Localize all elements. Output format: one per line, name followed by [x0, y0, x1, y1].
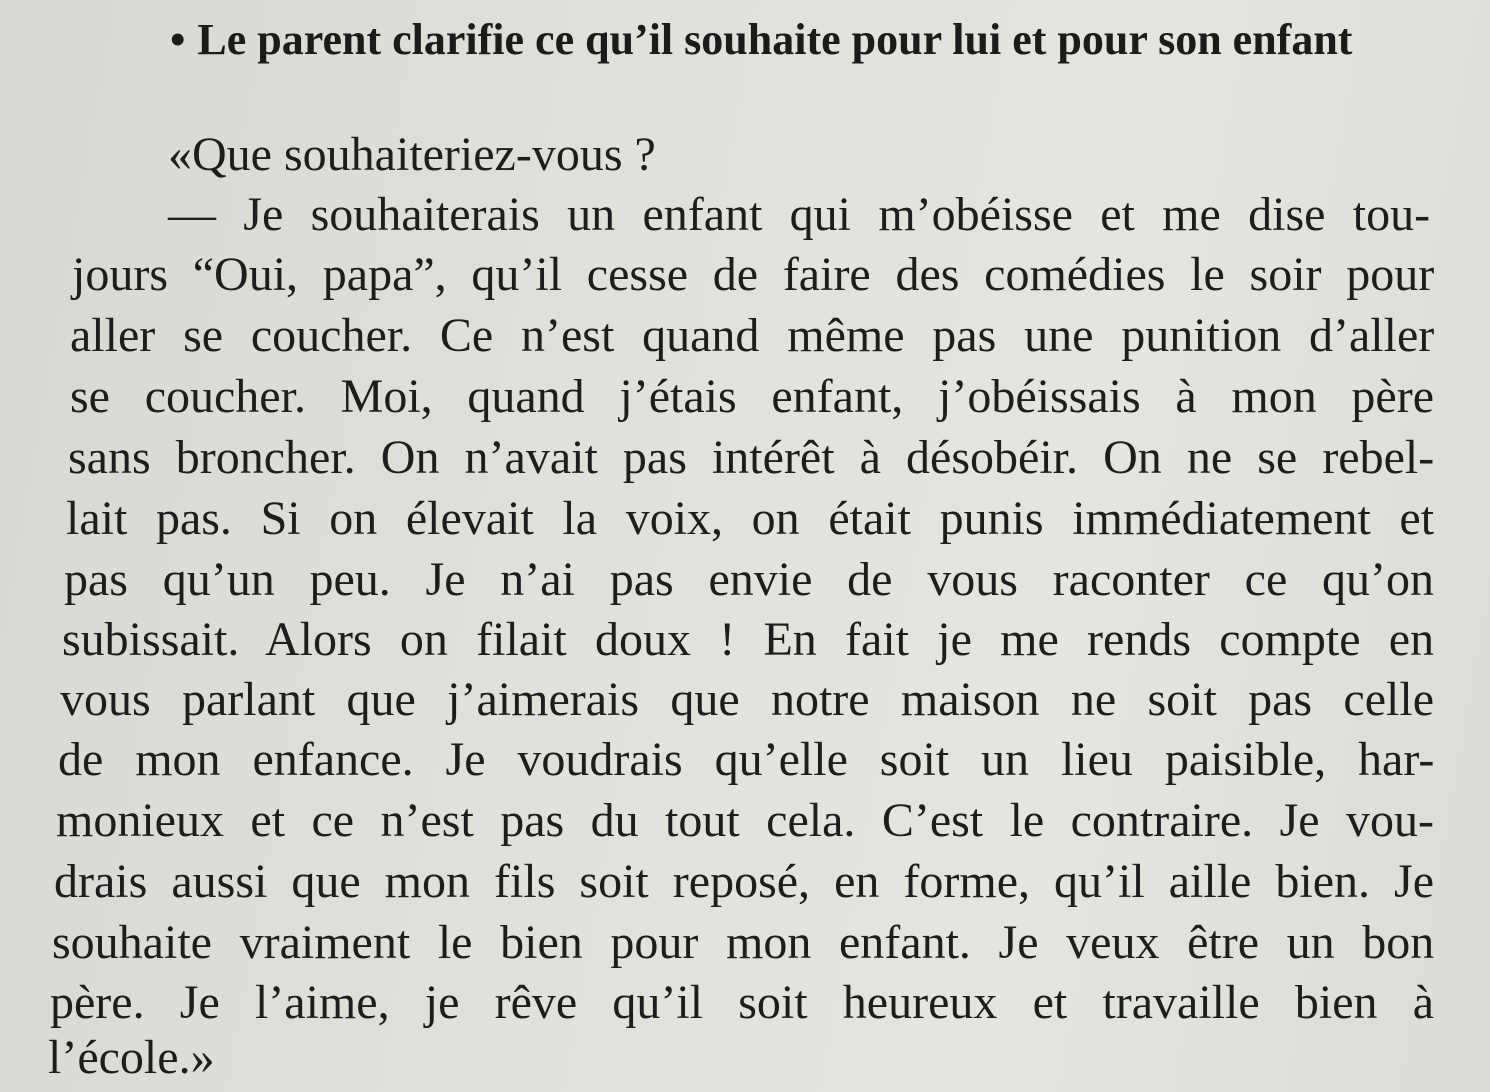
section-heading: [170, 10, 1435, 70]
section-heading-text: Le parent clarifie ce qu’il souhaite pour lui et pour son enfant: [197, 15, 1353, 64]
text-line: drais aussi que mon fils soit reposé, en forme, qu’il aille bien. Je: [54, 855, 1434, 908]
text-line: monieux et ce n’est pas du tout cela. C’est le contraire. Je vou-: [56, 794, 1434, 847]
text-line: jours “Oui, papa”, qu’il cesse de faire des comédies le soir pour: [72, 248, 1435, 301]
text-line: subissait. Alors on filait doux ! En fait je me rends compte en: [62, 613, 1435, 666]
text-line: lait pas. Si on élevait la voix, on était punis immédiatement et: [66, 492, 1435, 545]
text-line: père. Je l’aime, je rêve qu’il soit heureux et travaille bien à: [50, 976, 1434, 1029]
text-line: pas qu’un peu. Je n’ai pas envie de vous raconter ce qu’on: [64, 553, 1434, 606]
text-line: vous parlant que j’aimerais que notre maison ne soit pas celle: [60, 673, 1434, 726]
text-line: de mon enfance. Je voudrais qu’elle soit un lieu paisible, har-: [58, 733, 1435, 786]
text-line: aller se coucher. Ce n’est quand même pas une punition d’aller: [70, 309, 1435, 362]
text-line: sans broncher. On n’avait pas intérêt à désobéir. On ne se rebel-: [68, 431, 1435, 484]
text-line: — Je souhaiterais un enfant qui m’obéisse et me dise tou-: [168, 188, 1431, 241]
text-line: l’école.»: [48, 1031, 215, 1084]
text-line: «Que souhaiteriez-vous ?: [168, 128, 656, 181]
text-line: se coucher. Moi, quand j’étais enfant, j’obéissais à mon père: [70, 370, 1434, 423]
text-line: souhaite vraiment le bien pour mon enfant. Je veux être un bon: [52, 916, 1435, 969]
bullet-marker: •: [170, 15, 186, 64]
